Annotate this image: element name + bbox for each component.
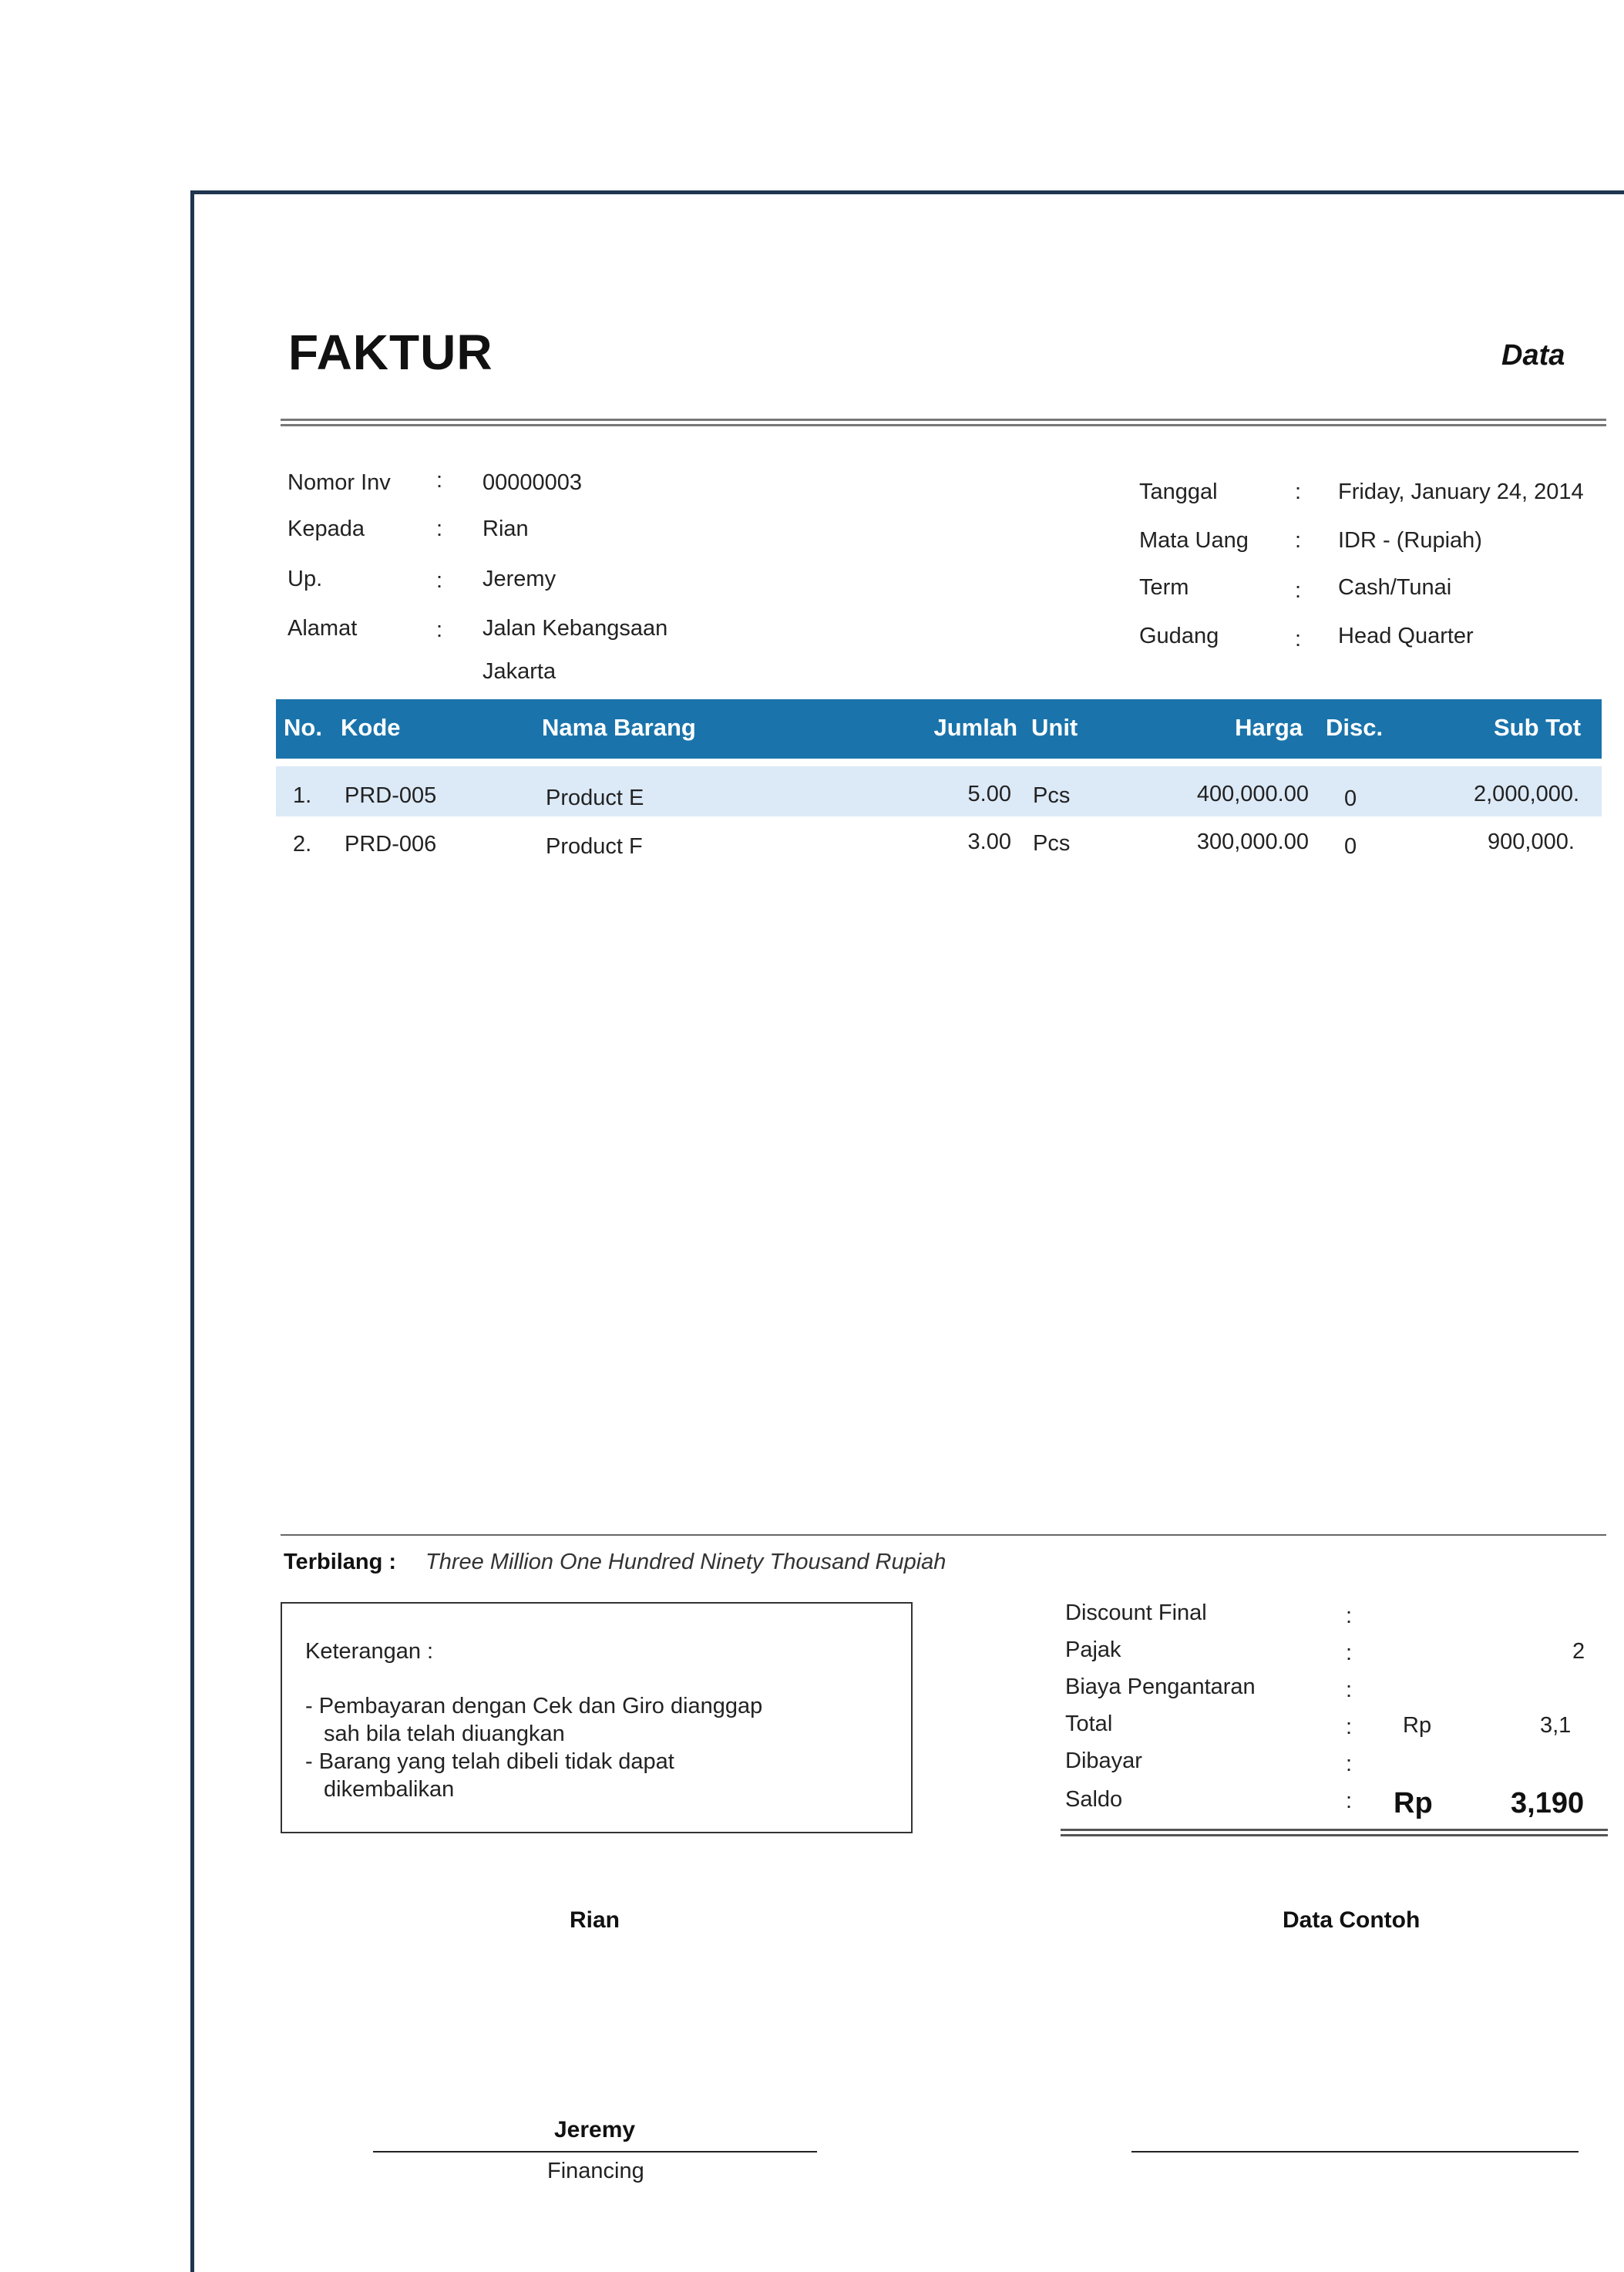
nomor-inv-value: 00000003 (482, 470, 583, 495)
colon: : (436, 517, 443, 541)
keterangan-line: - Barang yang telah dibeli tidak dapat (305, 1749, 674, 1774)
alamat-label: Alamat (287, 616, 358, 641)
colon: : (436, 468, 443, 493)
kepada-label: Kepada (287, 517, 365, 541)
row-nama: Product E (546, 786, 644, 810)
row-jumlah: 5.00 (967, 782, 1011, 806)
saldo-currency: Rp (1394, 1787, 1433, 1819)
col-disc: Disc. (1326, 714, 1384, 741)
pajak-label: Pajak (1065, 1638, 1121, 1662)
gudang-value: Head Quarter (1338, 624, 1474, 648)
nomor-inv-label: Nomor Inv (287, 470, 391, 495)
colon: : (1295, 528, 1302, 553)
signature-company: Data Contoh (1283, 1907, 1421, 1933)
col-no: No. (284, 714, 322, 741)
total-label: Total (1065, 1712, 1113, 1736)
row-kode: PRD-006 (345, 832, 437, 857)
col-kode: Kode (341, 714, 401, 741)
signer-role: Financing (547, 2159, 644, 2183)
mata-uang-value: IDR - (Rupiah) (1338, 528, 1482, 553)
colon: : (1346, 1752, 1353, 1776)
company-name: Data (1501, 339, 1565, 372)
colon: : (436, 618, 443, 642)
saldo-label: Saldo (1065, 1787, 1123, 1812)
alamat-value: Jalan Kebangsaan (482, 616, 668, 641)
colon: : (1346, 1641, 1353, 1665)
col-subtotal: Sub Tot (1494, 714, 1582, 741)
signature-customer: Rian (570, 1907, 620, 1933)
row-no: 2. (293, 832, 312, 857)
row-subtotal: 2,000,000. (1474, 782, 1580, 806)
colon: : (1295, 627, 1302, 651)
up-label: Up. (287, 567, 323, 591)
signer-name: Jeremy (554, 2117, 636, 2142)
keterangan-line: dikembalikan (324, 1777, 455, 1802)
row-harga: 300,000.00 (1196, 830, 1309, 854)
biaya-pengantaran-label: Biaya Pengantaran (1065, 1675, 1256, 1699)
row-disc: 0 (1344, 786, 1357, 811)
keterangan-label: Keterangan : (305, 1639, 434, 1664)
keterangan-line: - Pembayaran dengan Cek dan Giro dianggap (305, 1694, 763, 1718)
gudang-label: Gudang (1139, 624, 1219, 648)
header-divider (281, 419, 1606, 426)
pajak-value: 2 (1572, 1639, 1585, 1664)
kepada-value: Rian (482, 517, 529, 541)
keterangan-line: sah bila telah diuangkan (324, 1722, 565, 1746)
footer-divider (281, 1534, 1606, 1536)
row-unit: Pcs (1033, 831, 1071, 856)
row-nama: Product F (546, 834, 643, 859)
terbilang-value: Three Million One Hundred Ninety Thousand Rupiah (425, 1550, 946, 1574)
colon: : (1346, 1715, 1353, 1739)
tanggal-label: Tanggal (1139, 480, 1218, 504)
signature-line-left (373, 2151, 817, 2153)
row-jumlah: 3.00 (967, 830, 1011, 854)
row-kode: PRD-005 (345, 783, 437, 808)
saldo-value: 3,190 (1511, 1787, 1585, 1819)
tanggal-value: Friday, January 24, 2014 (1338, 480, 1584, 504)
col-jumlah: Jumlah (933, 714, 1017, 741)
col-nama-barang: Nama Barang (542, 714, 696, 741)
summary-double-line (1061, 1829, 1608, 1836)
total-value: 3,1 (1540, 1713, 1572, 1738)
mata-uang-label: Mata Uang (1139, 528, 1249, 553)
invoice-title: FAKTUR (288, 325, 493, 380)
up-value: Jeremy (482, 567, 556, 591)
colon: : (1295, 578, 1302, 603)
discount-final-label: Discount Final (1065, 1600, 1207, 1625)
colon: : (1346, 1789, 1353, 1813)
col-unit: Unit (1031, 714, 1078, 741)
row-disc: 0 (1344, 834, 1357, 859)
colon: : (436, 568, 443, 593)
col-harga: Harga (1235, 714, 1303, 741)
terbilang-label: Terbilang : (284, 1550, 397, 1574)
total-currency: Rp (1403, 1713, 1432, 1738)
colon: : (1346, 1678, 1353, 1702)
signature-line-right (1131, 2151, 1579, 2153)
row-subtotal: 900,000. (1488, 830, 1575, 854)
term-value: Cash/Tunai (1338, 575, 1452, 600)
colon: : (1346, 1604, 1353, 1628)
colon: : (1295, 480, 1302, 504)
dibayar-label: Dibayar (1065, 1749, 1142, 1773)
term-label: Term (1139, 575, 1189, 600)
row-harga: 400,000.00 (1196, 782, 1309, 806)
alamat-value-line2: Jakarta (482, 659, 556, 684)
row-unit: Pcs (1033, 783, 1071, 808)
row-no: 1. (293, 783, 312, 808)
